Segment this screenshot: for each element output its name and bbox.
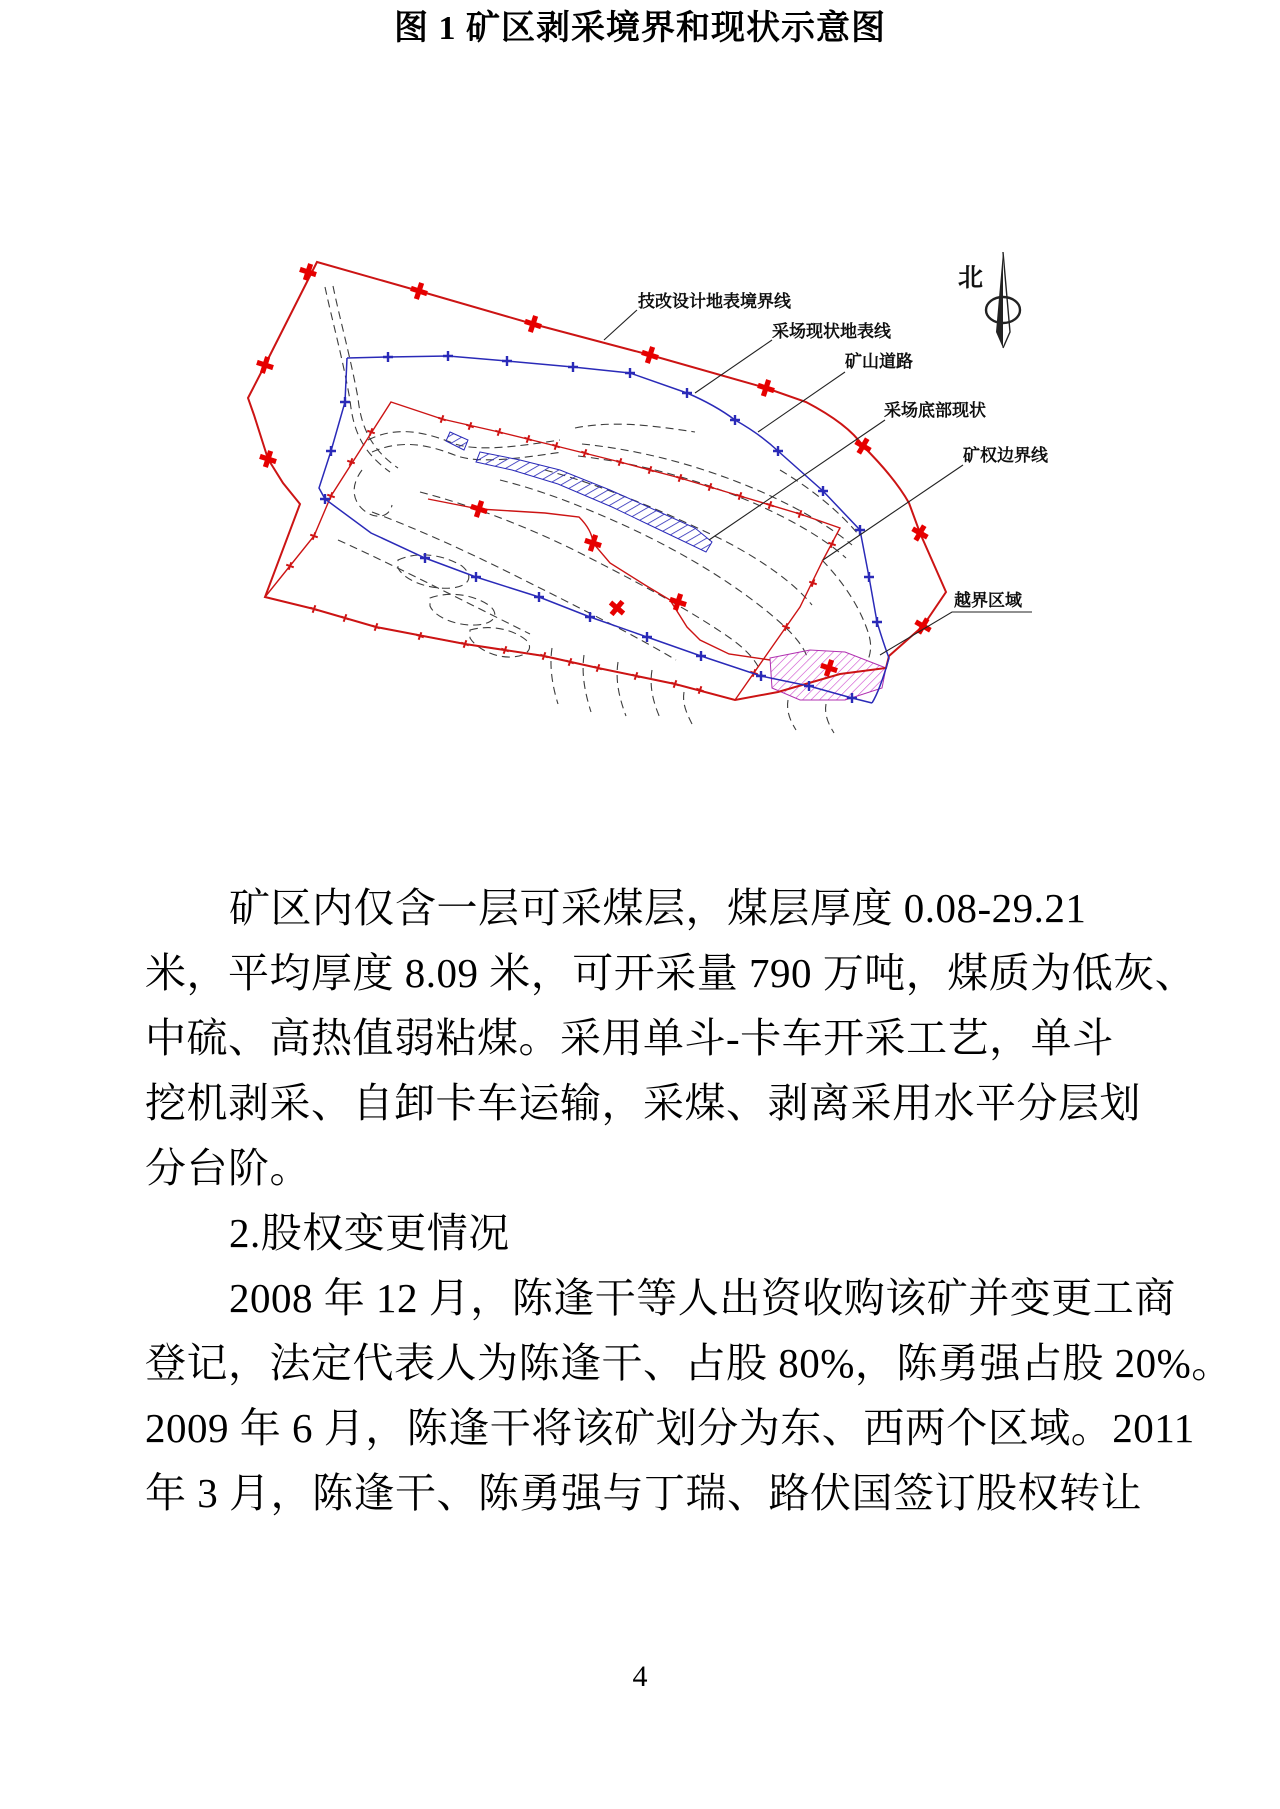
boundary-tick-markers: [285, 414, 837, 695]
body-line: 矿区内仅含一层可采煤层，煤层厚度 0.08-29.21: [229, 885, 1087, 931]
body-line: 分台阶。: [145, 1145, 311, 1191]
body-text: [145, 876, 1233, 1526]
body-line: 挖机剥采、自卸卡车运输，采煤、剥离采用水平分层划: [145, 1080, 1141, 1126]
map-label-surface-line: 采场现状地表线: [772, 322, 891, 341]
mine-map-figure: [0, 0, 1280, 780]
figure-caption: 图 1 矿区剥采境界和现状示意图: [394, 10, 886, 47]
map-label-pit-bottom: 采场底部现状: [884, 401, 986, 420]
interior-red-line: [428, 499, 770, 660]
pit-bottom-area: [446, 432, 712, 552]
map-label-mine-road: 矿山道路: [845, 352, 913, 371]
mining-right-boundary-line: [265, 402, 840, 700]
section-heading: 2.股权变更情况: [229, 1210, 510, 1256]
north-label: 北: [958, 265, 984, 292]
body-line: 2008 年 12 月，陈逢干等人出资收购该矿并变更工商: [229, 1275, 1176, 1321]
body-line: 登记，法定代表人为陈逢干、占股 80%，陈勇强占股 20%。: [145, 1340, 1233, 1386]
body-line: 中硫、高热值弱粘煤。采用单斗-卡车开采工艺，单斗: [145, 1015, 1114, 1061]
map-label-mining-right-boundary: 矿权边界线: [963, 446, 1048, 465]
body-line: 2009 年 6 月，陈逢干将该矿划分为东、西两个区域。2011: [145, 1405, 1195, 1451]
surface-plus-markers: [320, 351, 882, 703]
page-number: 4: [632, 1660, 648, 1693]
map-label-design-boundary: 技改设计地表境界线: [638, 292, 791, 311]
body-line: 米，平均厚度 8.09 米，可开采量 790 万吨，煤质为低灰、: [145, 950, 1197, 996]
map-label-overrun-area: 越界区域: [954, 591, 1022, 610]
body-line: 年 3 月，陈逢干、陈勇强与丁瑞、路伏国签订股权转让: [145, 1470, 1142, 1516]
north-arrow-icon: [958, 252, 1020, 348]
